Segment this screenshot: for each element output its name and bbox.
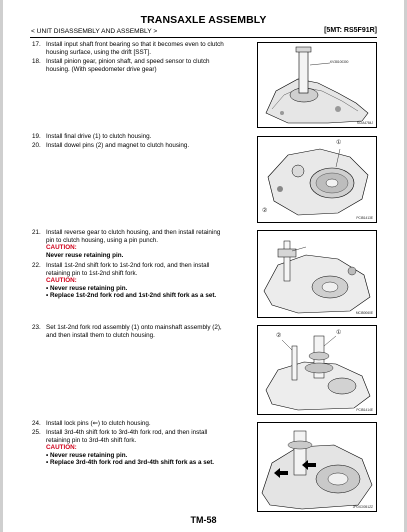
page-edge-left [0, 0, 3, 532]
caution-bullet: • Never reuse retaining pin. [46, 284, 128, 292]
step-number: 18. [32, 58, 41, 65]
figure-shift-fork [257, 230, 377, 318]
figure-fork-rod-assembly [257, 325, 377, 415]
step-text: Install input shaft front bearing so that it becomes even to clutch [46, 41, 224, 48]
model-code: [5MT: RS5F91R] [324, 27, 377, 34]
step-number: 19. [32, 133, 41, 140]
tool-label: KV38100300 [330, 60, 349, 64]
step-text: Install 1st-2nd shift fork to 1st-2nd fork rod, and then install [46, 262, 210, 269]
transaxle-illustration-3 [258, 231, 376, 317]
step-text-cont: housing. (With speedometer drive gear) [46, 65, 157, 73]
callout-2: ② [262, 208, 268, 214]
caution-label: CAUTION: [46, 244, 77, 252]
transaxle-illustration-2 [258, 137, 376, 222]
step-text: Install 3rd-4th shift fork to 3rd-4th fork rod, and then install [46, 429, 208, 436]
caution-label: CAUTION: [46, 277, 77, 285]
step-number: 22. [32, 262, 41, 269]
callout-1: ① [336, 330, 342, 336]
page-title: TRANSAXLE ASSEMBLY [140, 14, 267, 26]
figure-code: PCIB1413E [356, 216, 373, 220]
page-number: TM-58 [190, 515, 217, 525]
step-text-cont: retaining pin to 1st-2nd shift fork. [46, 269, 138, 277]
header-rule [30, 37, 377, 38]
step-number: 21. [32, 229, 41, 236]
caution-label: CAUTION: [46, 444, 77, 452]
transaxle-illustration-5 [258, 423, 376, 511]
figure-code: PCIB1414E [356, 408, 373, 412]
step-text: Install reverse gear to clutch housing, and then install retaining [46, 229, 221, 236]
step-text: Set 1st-2nd fork rod assembly (1) onto mainshaft assembly (2), [46, 324, 222, 331]
figure-code: MCIB0060E [355, 311, 373, 315]
step-text-cont: and then install them to clutch housing. [46, 331, 155, 339]
caution-bullet: • Never reuse retaining pin. [46, 451, 128, 459]
callout-2: ② [276, 333, 282, 339]
step-number: 23. [32, 324, 41, 331]
figure-final-drive [257, 136, 377, 223]
step-number: 25. [32, 429, 41, 436]
step-number: 17. [32, 41, 41, 48]
figure-code: JPDIC0051ZZ [352, 505, 373, 509]
step-text: Install lock pins (⇐) to clutch housing. [46, 420, 151, 427]
step-text: Install dowel pins (2) and magnet to clutch housing. [46, 142, 190, 149]
step-text-cont: retaining pin to 3rd-4th shift fork. [46, 436, 137, 444]
step-text: Install final drive (1) to clutch housing. [46, 133, 152, 140]
section-heading: < UNIT DISASSEMBLY AND ASSEMBLY > [31, 28, 158, 35]
caution-bullet: • Replace 3rd-4th fork rod and 3rd-4th shift fork as a set. [46, 459, 215, 467]
callout-1: ① [336, 140, 342, 146]
step-number: 24. [32, 420, 41, 427]
step-number: 20. [32, 142, 41, 149]
figure-input-shaft-bearing [257, 42, 377, 128]
caution-bullet: • Replace 1st-2nd fork rod and 1st-2nd shift fork as a set. [46, 292, 217, 300]
transaxle-illustration-1 [258, 43, 376, 127]
figure-code: SCIA4784J [356, 121, 373, 125]
caution-text: Never reuse retaining pin. [46, 251, 124, 259]
step-text-cont: pin to clutch housing, using a pin punch. [46, 236, 159, 244]
transaxle-illustration-4 [258, 326, 376, 414]
step-text: Install pinion gear, pinion shaft, and speed sensor to clutch [46, 58, 210, 65]
step-text-cont: housing surface, using the drift [SST]. [46, 48, 152, 56]
figure-lock-pins [257, 422, 377, 512]
